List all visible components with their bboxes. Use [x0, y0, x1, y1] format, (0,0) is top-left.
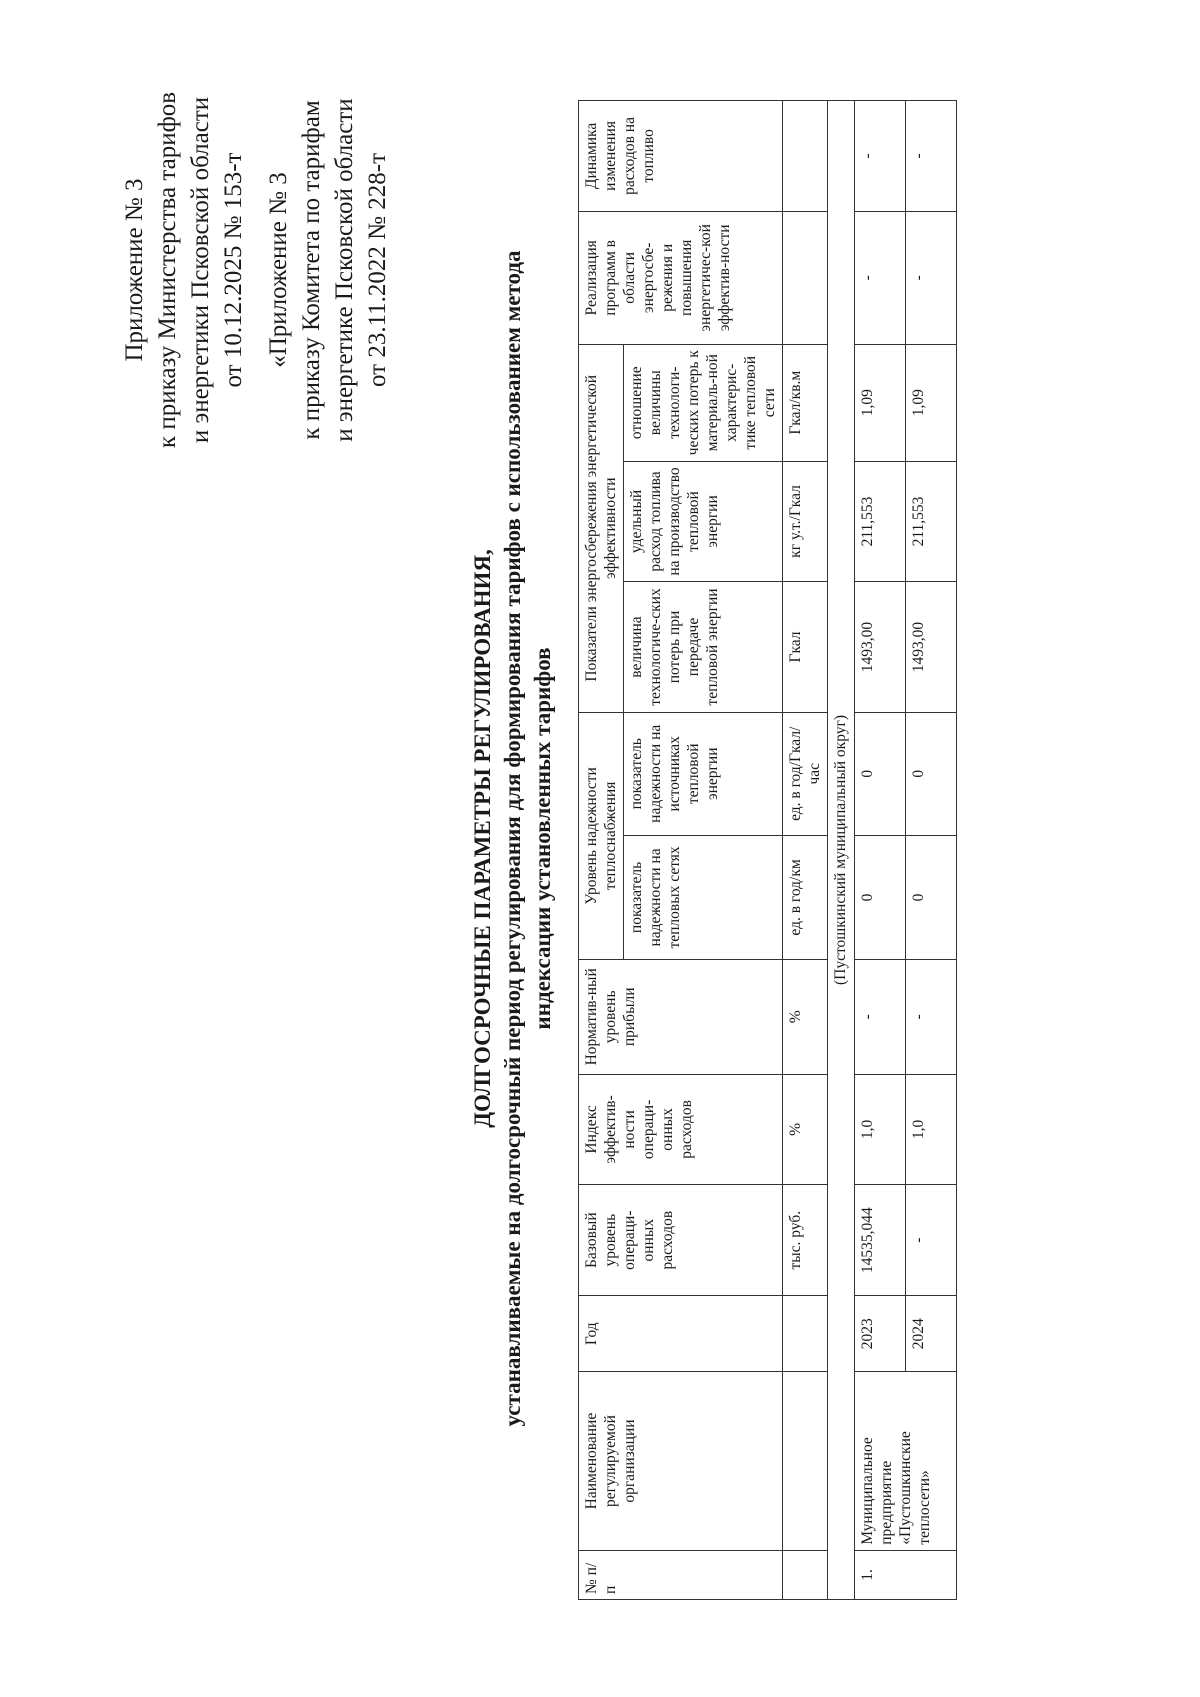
appendix-line: от 23.11.2022 № 228-т — [364, 152, 391, 388]
unit-losses: Гкал — [783, 582, 828, 712]
appendix-current-order — [118, 40, 250, 500]
cell-year: 2024 — [906, 1296, 957, 1372]
parameters-table — [578, 100, 957, 1600]
header-profit-level: Норматив-ный уровень прибыли — [579, 960, 783, 1074]
header-fuel-consumption: удельный расход топлива на производство тепловой энергии — [624, 461, 783, 582]
unit-ratio: Гкал/кв.м — [783, 344, 828, 461]
units-row — [783, 101, 828, 1600]
header-row-main — [579, 101, 624, 1600]
header-reliability-sources: показатель надежности на источниках тепловой энергии — [624, 712, 783, 835]
heading-subtitle-end: индексации установленных тарифов — [530, 647, 555, 1030]
cell-ratio: 1,09 — [906, 344, 957, 461]
appendix-previous-order — [262, 40, 394, 500]
header-year: Год — [579, 1296, 783, 1372]
cell-losses: 1493,00 — [855, 582, 906, 712]
cell-rel-sources: 0 — [906, 712, 957, 835]
unit-rel-sources: ед. в год/Гкал/час — [783, 712, 828, 835]
cell-rel-networks: 0 — [855, 835, 906, 959]
cell-index: 1,0 — [906, 1074, 957, 1185]
unit-cell — [783, 211, 828, 344]
cell-fuel-dynamics: - — [855, 101, 906, 212]
org-name: Муниципальное предприятие «Пустошкинские теплосети» — [855, 1372, 957, 1550]
header-org: Наименование регулируемой организации — [579, 1372, 783, 1550]
cell-programs: - — [906, 211, 957, 344]
region-name: (Пустошкинский муниципальный округ) — [828, 101, 855, 1600]
cell-ratio: 1,09 — [855, 344, 906, 461]
cell-year: 2023 — [855, 1296, 906, 1372]
unit-cell — [783, 1296, 828, 1372]
unit-cell — [783, 101, 828, 212]
header-reliability: Уровень надежности теплоснабжения — [579, 712, 624, 959]
header-energy-saving: Показатели энергосбережения энергетической эффективности — [579, 344, 624, 712]
appendix-line: к приказу Министерства тарифов — [154, 91, 181, 449]
cell-profit: - — [906, 960, 957, 1074]
cell-losses: 1493,00 — [906, 582, 957, 712]
unit-base: тыс. руб. — [783, 1185, 828, 1296]
header-fuel-dynamics: Динамика изменения расходов на топливо — [579, 101, 783, 212]
heading-subtitle: устанавливаемые на долгосрочный период регулирования для формирования тарифов с использованием метода — [500, 250, 525, 1427]
header-base-opex: Базовый уровень операци-онных расходов — [579, 1185, 783, 1296]
cell-base: - — [906, 1185, 957, 1296]
cell-fuel: 211,553 — [906, 461, 957, 582]
cell-fuel-dynamics: - — [906, 101, 957, 212]
appendix-line: Приложение № 3 — [121, 178, 148, 362]
table-row — [855, 101, 906, 1600]
unit-cell — [783, 1550, 828, 1599]
cell-fuel: 211,553 — [855, 461, 906, 582]
unit-cell — [783, 1372, 828, 1550]
header-efficiency-index: Индекс эффектив-ности операци-онных расходов — [579, 1074, 783, 1185]
unit-rel-networks: ед. в год/км — [783, 835, 828, 959]
appendix-line: и энергетики Псковской области — [187, 96, 214, 444]
cell-programs: - — [855, 211, 906, 344]
appendix-line: к приказу Комитета по тарифам — [298, 100, 325, 440]
unit-fuel: кг у.т./Гкал — [783, 461, 828, 582]
cell-base: 14535,044 — [855, 1185, 906, 1296]
header-tech-losses: величина технологиче-ских потерь при передаче тепловой энергии — [624, 582, 783, 712]
unit-index: % — [783, 1074, 828, 1185]
cell-profit: - — [855, 960, 906, 1074]
appendix-line: «Приложение № 3 — [265, 172, 292, 368]
appendix-line: от 10.12.2025 № 153-т — [220, 152, 247, 388]
cell-rel-sources: 0 — [855, 712, 906, 835]
heading-title: ДОЛГОСРОЧНЫЕ ПАРАМЕТРЫ РЕГУЛИРОВАНИЯ, — [470, 549, 495, 1128]
unit-profit: % — [783, 960, 828, 1074]
cell-index: 1,0 — [855, 1074, 906, 1185]
cell-rel-networks: 0 — [906, 835, 957, 959]
region-row — [828, 101, 855, 1600]
org-number: 1. — [855, 1550, 957, 1599]
appendix-line: и энергетике Псковской области — [331, 98, 358, 442]
header-reliability-networks: показатель надежности на тепловых сетях — [624, 835, 783, 959]
header-programs: Реализация программ в области энергосбе-режения и повышения энергетичес-кой эффектив-ности — [579, 211, 783, 344]
header-num: № п/п — [579, 1550, 783, 1599]
header-losses-ratio: отношение величины технологи-ческих потерь к материаль-ной характерис-тике тепловой сети — [624, 344, 783, 461]
document-heading — [468, 110, 558, 1567]
